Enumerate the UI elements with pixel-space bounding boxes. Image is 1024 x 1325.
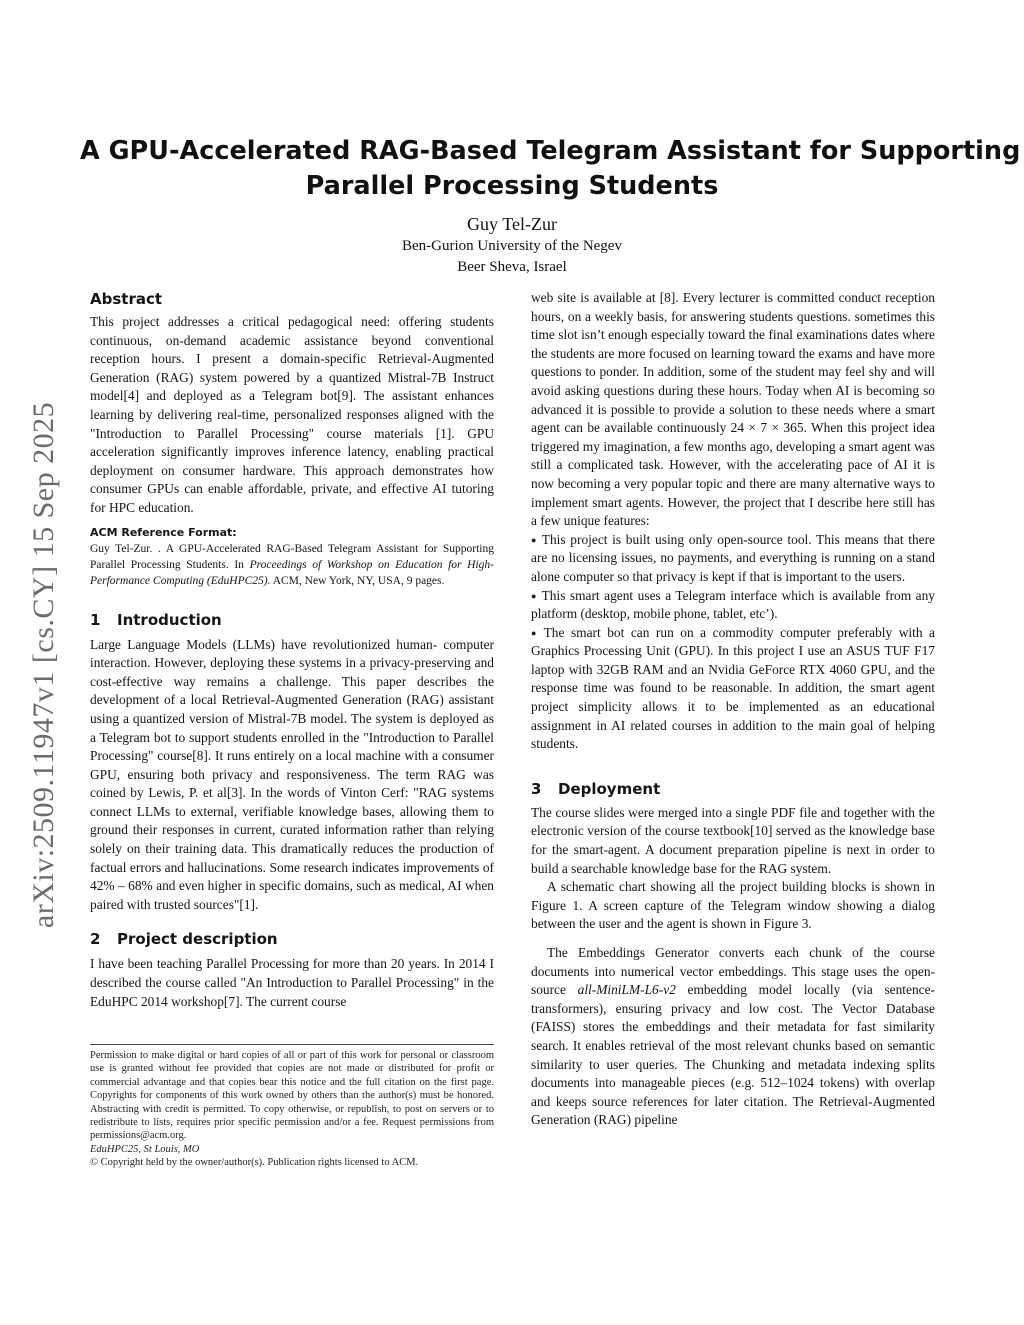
embedding-model-name: all-MiniLM-L6-v2 xyxy=(577,982,676,998)
author-affiliation: Ben-Gurion University of the Negev xyxy=(402,238,622,254)
title-line-1: A GPU-Accelerated RAG-Based Telegram Assistant for Supporting xyxy=(80,136,1021,166)
copyright-note: © Copyright held by the owner/author(s). Publication rights licensed to ACM. xyxy=(90,1157,419,1169)
section-heading-deployment xyxy=(531,778,935,800)
section-number: 2 xyxy=(90,930,101,949)
acm-ref-part: Guy Tel-Zur. . A GPU-Accelerated RAG-Based Telegram Assistant for Supporting Parallel Processing Students. In xyxy=(90,542,494,571)
feature-bullet: ● This project is built using only open-source tool. This means that there are no licensing issues, no payments, and everything is running on a stand alone computer so that privacy is kept if that is important to the users. xyxy=(531,531,935,587)
section-number: 1 xyxy=(90,610,101,629)
acm-reference-heading: ACM Reference Format: xyxy=(90,525,237,539)
section-heading-project-description xyxy=(90,928,494,950)
deployment-paragraph-1: The course slides were merged into a single PDF file and together with the electronic version of the course textbook[10] served as the knowledge base for the smart-agent. A document preparation pipeline is next in order to build a searchable knowledge base for the RAG system. xyxy=(531,804,935,876)
venue-text: EduHPC25, St Louis, MO xyxy=(90,1143,200,1155)
venue-note xyxy=(90,1143,494,1156)
author-name: Guy Tel-Zur xyxy=(467,214,557,234)
paragraph-part: embedding model locally (via sentence-transformers), ensuring privacy and low cost. The Vector Database (FAISS) stores the embeddings and their metadata for fast similarity search. It enables retrieval of the most relevant chunks based on semantic similarity to user queries. The Chunking and metadata indexing splits documents into manageable pieces (e.g. 512–1024 tokens) with overlap and keeps source references for later citation. The Retrieval-Augmented Generation (RAG) pipeline xyxy=(531,982,936,1128)
section-title: Deployment xyxy=(558,779,661,798)
introduction-text: Large Language Models (LLMs) have revolutionized human- computer interaction. However, deploying these systems in a privacy-preserving and cost-effective way remains a challenge. This paper describes the development of a local Retrieval-Augmented Generation (RAG) assistant using a quantized version of Mistral-7B model. The system is deployed as a Telegram bot to support students enrolled in the "Introduction to Parallel Processing" course[8]. It runs entirely on a local machine with a consumer GPU, ensuring both privacy and responsiveness. The term RAG was coined by Lewis, P. et al[3]. In the words of Vinton Cerf: "RAG systems connect LLMs to external, verifiable knowledge bases, allowing them to ground their responses in current, curated information rather than relying solely on their training data. This dramatically reduces the production of factual errors and hallucinations. Some research indicates improvements of 42% – 68% and even higher in specific domains, such as medical, AI when paired with trusted sources"[1]. xyxy=(90,636,494,912)
abstract-text: This project addresses a critical pedagogical need: offering students continuous, on-demand academic assistance beyond conventional reception hours. I present a domain-specific Retrieval-Augmented Generation (RAG) system powered by a quantized Mistral-7B Instruct model[4] and deployed as a Telegram bot[9]. The assistant enhances learning by delivering real-time, personalized responses aligned with the "Introduction to Parallel Processing" course materials [1]. GPU acceleration significantly improves inference latency, enabling practical deployment on consumer hardware. This approach demonstrates how consumer GPUs can enable affordable, private, and effective AI tutoring for HPC education. xyxy=(90,314,494,515)
project-description-text: I have been teaching Parallel Processing for more than 20 years. In 2014 I described the course called "An Introduction to Parallel Processing" in the EduHPC 2014 workshop[7]. The current course xyxy=(90,956,494,1009)
arxiv-identifier: arXiv:2509.11947v1 [cs.CY] 15 Sep 2025 xyxy=(27,401,60,929)
section-title: Project description xyxy=(117,930,278,949)
copyright-footnote xyxy=(90,1044,494,1170)
right-column xyxy=(531,289,935,1130)
feature-bullet: ● The smart bot can run on a commodity computer preferably with a Graphics Processing Unit (GPU). In this project I use an ASUS TUF F17 laptop with 32GB RAM and an Nvidia GeForce RTX 4060 GPU, and the response time was found to be reasonable. In addition, the smart agent project simplicity allows it to be implemented as an educational assignment in AI related courses in addition to the main goal of helping students. xyxy=(531,624,935,754)
section-title: Introduction xyxy=(117,610,222,629)
abstract-heading: Abstract xyxy=(90,290,163,308)
permission-notice: Permission to make digital or hard copies of all or part of this work for personal or classroom use is granted without fee provided that copies are not made or distributed for profit or commercial advantage and that copies bear this notice and the full citation on the first page. Copyrights for components of this work owned by others than the author(s) must be honored. Abstracting with credit is permitted. To copy otherwise, or republish, to post on servers or to redistribute to lists, requires prior specific permission and/or a fee. Request permissions from permissions@acm.org. xyxy=(90,1050,494,1142)
acm-ref-part: ACM, New York, NY, USA, 9 pages. xyxy=(270,574,445,587)
section-number: 3 xyxy=(531,779,542,798)
title-line-2: Parallel Processing Students xyxy=(305,171,719,201)
paragraph-part: The Embeddings Generator converts each chunk of the course documents into numerical vector embeddings. This stage uses the open-source xyxy=(531,945,935,998)
feature-bullet: ● This smart agent uses a Telegram interface which is available from any platform (desktop, mobile phone, tablet, etc’). xyxy=(531,587,935,624)
deployment-paragraph-2: A schematic chart showing all the project building blocks is shown in Figure 1. A screen capture of the Telegram window showing a dialog between the user and the agent is shown in Figure 3. xyxy=(531,879,935,932)
left-column xyxy=(90,288,494,1011)
section-heading-introduction xyxy=(90,609,494,631)
author-location: Beer Sheva, Israel xyxy=(457,259,567,275)
acm-reference-text xyxy=(90,541,494,589)
paper-title xyxy=(80,134,1021,204)
project-description-continued: web site is available at [8]. Every lecturer is committed conduct reception hours, on a weekly basis, for answering students questions. sometimes this time slot isn’t enough especially toward the final examinations dates where the students are more focused on learning toward the exams and have more questions to ponder. In addition, some of the student may feel shy and will avoid asking questions during these hours. Today when AI is becoming so advanced it is possible to provide a solution to these needs where a smart agent can be available continuously 24 × 7 × 365. When this project idea triggered my imagination, a few months ago, developing a smart agent was still a complicated task. However, with the accelerating pace of AI it is now becoming a very popular topic and there are many alternative ways to implement smart agents. However, the project that I describe here still has a few unique features: xyxy=(531,290,935,529)
acm-ref-proceedings: Proceedings of Workshop on Education for High-Performance Computing (EduHPC25). xyxy=(90,558,494,587)
deployment-paragraph-3 xyxy=(531,944,935,1130)
